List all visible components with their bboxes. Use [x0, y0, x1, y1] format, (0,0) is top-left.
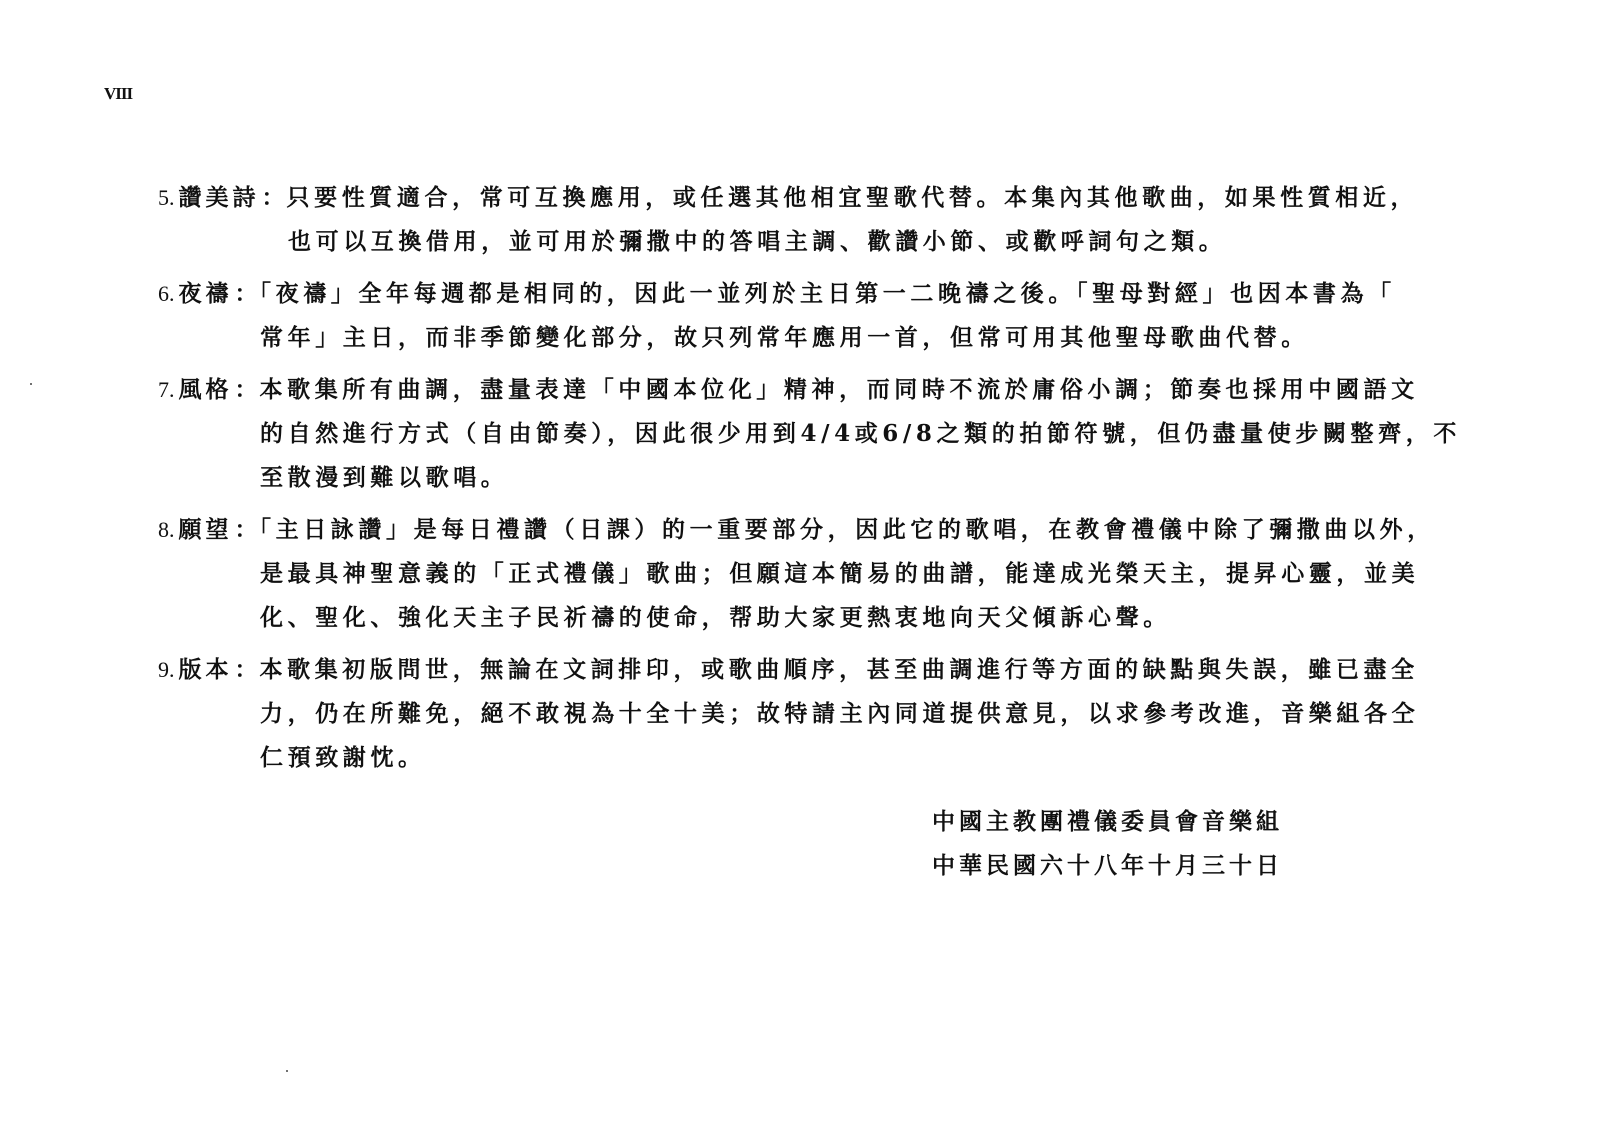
note-label: 風格 — [178, 376, 233, 403]
note-text: 常年」主日，而非季節變化部分，故只列常年應用一首，但常可用其他聖母歌曲代替。 — [260, 324, 1309, 351]
note-label: 願望 — [178, 516, 233, 543]
note-text: 至散漫到難以歌唱。 — [260, 464, 509, 491]
note-line — [158, 508, 1438, 552]
note-line — [158, 412, 1461, 456]
scan-speck — [30, 383, 32, 385]
note-number: 7. — [158, 377, 175, 402]
signature-date: 中華民國六十八年十月三十日 — [932, 852, 1283, 879]
note-label: 讚美詩 — [178, 184, 260, 211]
note-text: 的自然進行方式（自由節奏），因此很少用到4/4或6/8之類的拍節符號，但仍盡量使步闕整齊，不 — [260, 420, 1461, 447]
note-colon: ： — [234, 376, 258, 403]
note-line — [158, 736, 1438, 780]
note-text: 本歌集所有曲調，盡量表達「中國本位化」精神，而同時不流於庸俗小調；節奏也採用中國語文 — [259, 376, 1419, 403]
note-number: 6. — [158, 281, 175, 306]
note-line — [158, 596, 1438, 640]
note-line — [158, 648, 1438, 692]
signature-org: 中國主教團禮儀委員會音樂組 — [932, 808, 1283, 835]
note-text: 是最具神聖意義的「正式禮儀」歌曲；但願這本簡易的曲譜，能達成光榮天主，提昇心靈，並美 — [260, 560, 1420, 587]
note-line — [158, 220, 1438, 264]
note-colon: ： — [234, 656, 258, 683]
note-text: 本歌集初版問世，無論在文詞排印，或歌曲順序，甚至曲調進行等方面的缺點與失誤，雖已盡全 — [259, 656, 1419, 683]
note-line — [158, 316, 1438, 360]
note-text: 也可以互換借用，並可用於彌撒中的答唱主調、歡讚小節、或歡呼詞句之類。 — [288, 228, 1227, 255]
note-line — [158, 176, 1438, 220]
scan-speck — [286, 1070, 288, 1072]
note-line — [158, 692, 1438, 736]
note-number: 5. — [158, 185, 175, 210]
note-item-7 — [158, 368, 1461, 500]
note-colon: ： — [234, 516, 258, 543]
note-item-9 — [158, 648, 1438, 780]
note-label: 夜禱 — [178, 280, 233, 307]
note-text: 「夜禱」全年每週都是相同的，因此一並列於主日第一二晚禱之後。「聖母對經」也因本書為「 — [259, 280, 1396, 307]
note-label: 版本 — [178, 656, 233, 683]
note-item-6 — [158, 272, 1438, 360]
notes-list — [158, 176, 1461, 788]
note-text: 「主日詠讚」是每日禮讚（日課）的一重要部分，因此它的歌唱，在教會禮儀中除了彌撒曲以外， — [259, 516, 1435, 543]
note-text: 仁預致謝忱。 — [260, 744, 426, 771]
note-item-8 — [158, 508, 1438, 640]
note-colon: ： — [234, 280, 258, 307]
note-text: 只要性質適合，常可互換應用，或任選其他相宜聖歌代替。本集內其他歌曲，如果性質相近， — [286, 184, 1419, 211]
note-item-5 — [158, 176, 1438, 264]
note-text: 化、聖化、強化天主子民祈禱的使命，帮助大家更熱衷地向天父傾訴心聲。 — [260, 604, 1171, 631]
note-text: 力，仍在所難免，絕不敢視為十全十美；故特請主內同道提供意見，以求參考改進，音樂組各仝 — [260, 700, 1420, 727]
note-number: 8. — [158, 517, 175, 542]
note-line — [158, 552, 1438, 596]
note-number: 9. — [158, 657, 175, 682]
note-line — [158, 456, 1438, 500]
note-colon: ： — [261, 184, 285, 211]
page-number: VIII — [104, 84, 133, 103]
note-line — [158, 272, 1438, 316]
note-line — [158, 368, 1438, 412]
signature-block — [932, 800, 1283, 888]
